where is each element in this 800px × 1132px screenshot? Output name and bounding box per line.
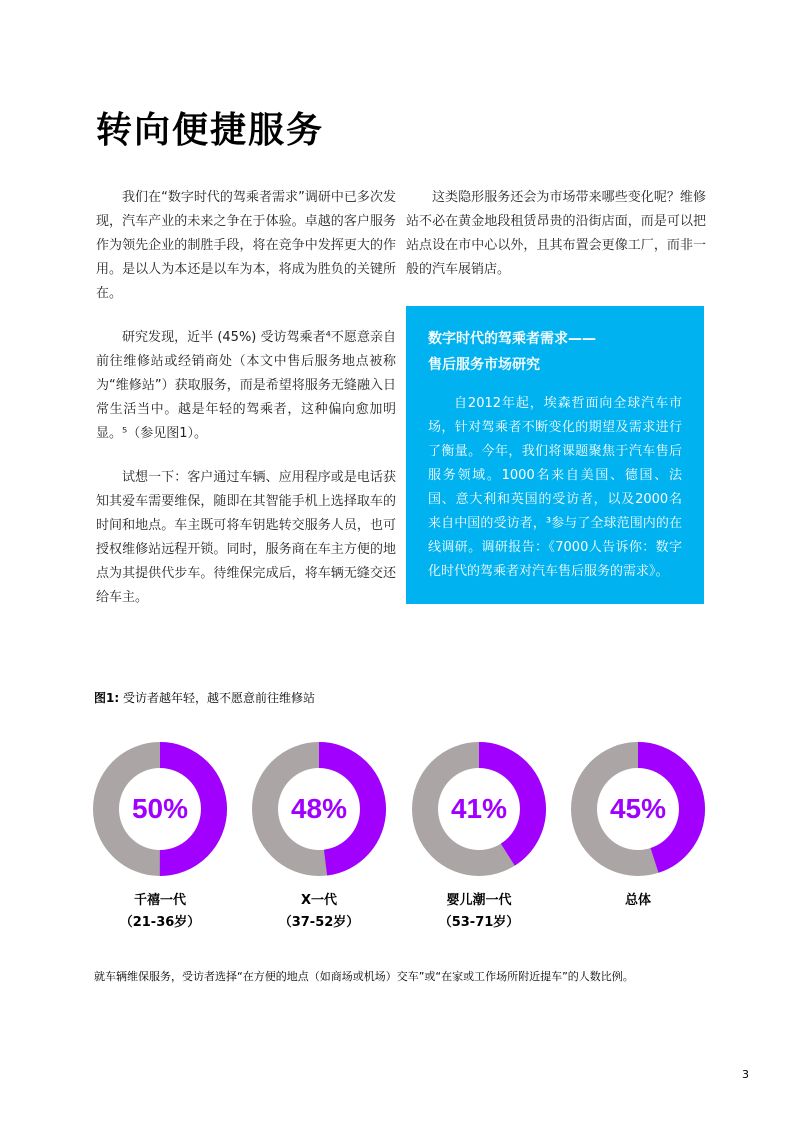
page-title: 转向便捷服务 <box>96 110 325 151</box>
figure-label: 图1: <box>94 691 120 705</box>
donut-chart <box>93 742 227 876</box>
donut-value-label: 45% <box>609 793 667 824</box>
figure-caption-text: 受访者越年轻，越不愿意前往维修站 <box>122 691 315 705</box>
paragraph: 研究发现，近半 (45%) 受访驾乘者⁴不愿意亲自前往维修站或经销商处（本文中售后服务地点被称为“维修站”）获取服务，而是希望将服务无缝融入日常生活当中。越是年轻的驾乘者，这种偏向愈加明显。⁵（参见图1）。 <box>96 330 396 441</box>
donut-group-label <box>571 890 705 912</box>
box-text: 自2012年起，埃森哲面向全球汽车市场，针对驾乘者不断变化的期望及需求进行了衡量。今年，我们将课题聚焦于汽车售后服务领域。1000名来自美国、德国、法国、意大利和英国的受访者，以及2000名来自中国的受访者，³参与了全球范围内的在线调研。调研报告：《7000人告诉你：数字化时代的驾乘者对汽车售后服务的需求》。 <box>428 396 682 579</box>
research-info-box <box>406 306 704 604</box>
donut-value-label: 41% <box>450 793 508 824</box>
box-title-line: 售后服务市场研究 <box>428 357 540 373</box>
group-name: X一代 <box>300 893 338 908</box>
donut-chart <box>252 742 386 876</box>
figure-footnote: 就车辆维保服务，受访者选择“在方便的地点（如商场或机场）交车”或“在家或工作场所附近提车”的人数比例。 <box>94 970 634 983</box>
page-number: 3 <box>742 1068 749 1081</box>
group-age-range: （21-36岁） <box>119 915 201 930</box>
group-name: 婴儿潮一代 <box>446 893 512 908</box>
right-column <box>406 186 706 302</box>
donut-chart <box>571 742 705 876</box>
paragraph: 我们在“数字时代的驾乘者需求”调研中已多次发现，汽车产业的未来之争在于体验。卓越的客户服务作为领先企业的制胜手段，将在竞争中发挥更大的作用。是以人为本还是以车为本，将成为胜负的关键所在。 <box>96 190 396 301</box>
donut-group-label <box>412 890 546 934</box>
figure-caption <box>94 689 315 706</box>
group-name: 总体 <box>624 893 651 908</box>
left-column <box>96 186 396 630</box>
paragraph: 这类隐形服务还会为市场带来哪些变化呢？维修站不必在黄金地段租赁昂贵的沿街店面，而是可以把站点设在市中心以外，且其布置会更像工厂，而非一般的汽车展销店。 <box>406 190 706 277</box>
group-name: 千禧一代 <box>133 893 186 908</box>
donut-group-label <box>93 890 227 934</box>
donut-value-label: 48% <box>290 793 348 824</box>
group-age-range: （37-52岁） <box>278 915 360 930</box>
box-title <box>428 326 682 378</box>
donut-group-label <box>252 890 386 934</box>
donut-value-label: 50% <box>131 793 189 824</box>
box-title-line: 数字时代的驾乘者需求—— <box>428 331 596 347</box>
group-age-range: （53-71岁） <box>438 915 520 930</box>
donut-chart <box>412 742 546 876</box>
paragraph: 试想一下：客户通过车辆、应用程序或是电话获知其爱车需要维保，随即在其智能手机上选择取车的时间和地点。车主既可将车钥匙转交服务人员，也可授权维修站远程开锁。同时，服务商在车主方便的地点为其提供代步车。待维保完成后，将车辆无缝交还给车主。 <box>96 470 396 605</box>
